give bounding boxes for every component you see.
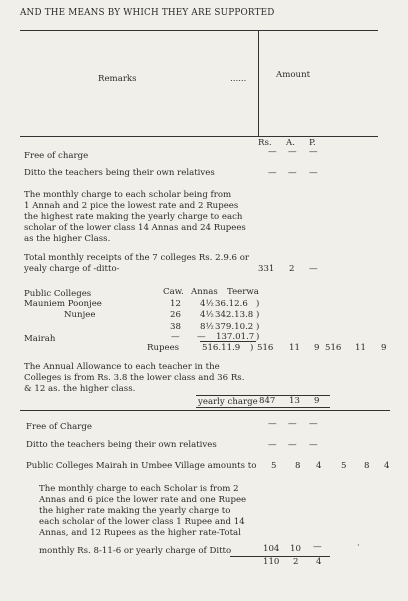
total-pice: —: [309, 264, 318, 274]
dash: —: [309, 419, 318, 429]
yearly-bottom-rule: [196, 407, 330, 408]
college-caw: —: [171, 332, 180, 342]
amount-rupees: 516: [325, 343, 342, 353]
col-annas: Annas: [191, 287, 218, 297]
stray-dot: ·: [357, 541, 360, 551]
unit-annas: A.: [286, 138, 295, 148]
section-rule: [20, 410, 390, 411]
amount-pice: 9: [381, 343, 387, 353]
column-divider: [258, 30, 259, 136]
dash: —: [288, 419, 297, 429]
brace: ): [256, 322, 260, 332]
college-caw: 38: [170, 322, 181, 332]
total-rupees: 331: [258, 264, 275, 274]
remarks-heading: Remarks: [98, 74, 137, 84]
college-teerwa: 342.13.8: [215, 310, 254, 320]
dash: —: [268, 419, 277, 429]
amount-annas: 11: [289, 343, 300, 353]
amount-pice: 4: [384, 461, 390, 471]
college-annas: 8½: [200, 322, 214, 332]
dash: —: [288, 168, 297, 178]
amount-annas: 8: [295, 461, 301, 471]
text-line: each scholar of the lower class 1 Rupee and 14: [39, 517, 245, 527]
college-name: Mauniem Poonjee: [24, 299, 102, 309]
dash: —: [309, 147, 318, 157]
dash: —: [309, 168, 318, 178]
amount-rupees: 5: [271, 461, 277, 471]
free-of-charge: Free of Charge: [26, 422, 92, 432]
unit-rupees: Rs.: [258, 138, 272, 148]
college-caw: 12: [170, 299, 181, 309]
ditto-teachers: Ditto the teachers being their own relatives: [26, 440, 217, 450]
colleges-heading: Public Colleges: [24, 289, 92, 299]
final-rule: [230, 556, 330, 557]
final-annas: 2: [293, 557, 299, 567]
col-caw: Caw.: [163, 287, 184, 297]
text-line: monthly Rs. 8-11-6 or yearly charge of Ditto: [39, 546, 232, 556]
brace: ): [256, 310, 260, 320]
head-bottom-rule: [20, 136, 378, 137]
unit-pice: P.: [309, 138, 316, 148]
college-teerwa: 137.01.7: [216, 332, 255, 342]
text-line: scholar of the lower class 14 Annas and 24 Rupees: [24, 223, 246, 233]
free-of-charge: Free of charge: [24, 151, 89, 161]
text-line: The Annual Allowance to each teacher in the: [24, 362, 220, 372]
text-line: the higher rate making the yearly charge to: [39, 506, 231, 516]
yearly-annas: 13: [289, 396, 300, 406]
col-teerwa: Teerwa: [227, 287, 259, 297]
dash: —: [288, 147, 297, 157]
text-line: as the higher Class.: [24, 234, 111, 244]
dash: —: [309, 440, 318, 450]
mairah-line: Public Colleges Mairah in Umbee Village amounts to: [26, 461, 257, 471]
sum-rule: [200, 341, 256, 342]
college-name: Mairah: [24, 334, 56, 344]
page-heading: AND THE MEANS BY WHICH THEY ARE SUPPORTED: [20, 8, 275, 18]
dot-leader: ......: [230, 74, 247, 84]
brace: ): [250, 343, 254, 353]
monthly-pice: —: [313, 542, 322, 552]
college-caw: 26: [170, 310, 181, 320]
text-line: yealy charge of -ditto-: [24, 264, 120, 274]
yearly-label: yearly charge: [198, 397, 258, 407]
rupees-total: 516.11.9: [202, 343, 241, 353]
total-annas: 2: [289, 264, 295, 274]
rupees-label: Rupees: [147, 343, 180, 353]
amount-rupees: 516: [257, 343, 274, 353]
text-line: the highest rate making the yearly charge to each: [24, 212, 243, 222]
college-annas: 4½: [200, 310, 214, 320]
text-line: Colleges is from Rs. 3.8 the lower class and 36 Rs.: [24, 373, 245, 383]
dash: —: [268, 440, 277, 450]
yearly-rupees: 847: [259, 396, 276, 406]
amount-pice: 4: [316, 461, 322, 471]
college-annas: —: [197, 332, 206, 342]
monthly-annas: 10: [290, 544, 301, 554]
yearly-pice: 9: [314, 396, 320, 406]
amount-annas: 11: [355, 343, 366, 353]
college-teerwa: 379.10.2: [215, 322, 254, 332]
brace: ): [256, 299, 260, 309]
text-line: Total monthly receipts of the 7 colleges Rs. 2.9.6 or: [24, 253, 250, 263]
top-rule: [20, 30, 378, 31]
final-pice: 4: [316, 557, 322, 567]
brace: ): [256, 332, 260, 342]
dash: —: [288, 440, 297, 450]
text-line: 1 Annah and 2 pice the lowest rate and 2 Rupees: [24, 201, 239, 211]
college-teerwa: 36.12.6: [215, 299, 248, 309]
final-rupees: 110: [263, 557, 280, 567]
college-name: Nunjee: [64, 310, 96, 320]
ditto-teachers: Ditto the teachers being their own relatives: [24, 168, 215, 178]
dash: —: [268, 168, 277, 178]
text-line: The monthly charge to each scholar being from: [24, 190, 232, 200]
amount-heading: Amount: [276, 70, 311, 80]
monthly-rupees: 104: [263, 544, 280, 554]
amount-pice: 9: [314, 343, 320, 353]
text-line: The monthly charge to each Scholar is from 2: [39, 484, 239, 494]
dash: —: [268, 147, 277, 157]
amount-rupees: 5: [341, 461, 347, 471]
text-line: Annas, and 12 Rupees as the higher rate-Total: [39, 528, 241, 538]
text-line: & 12 as. the higher class.: [24, 384, 136, 394]
amount-annas: 8: [364, 461, 370, 471]
text-line: Annas and 6 pice the lower rate and one Rupee: [39, 495, 247, 505]
college-annas: 4½: [200, 299, 214, 309]
